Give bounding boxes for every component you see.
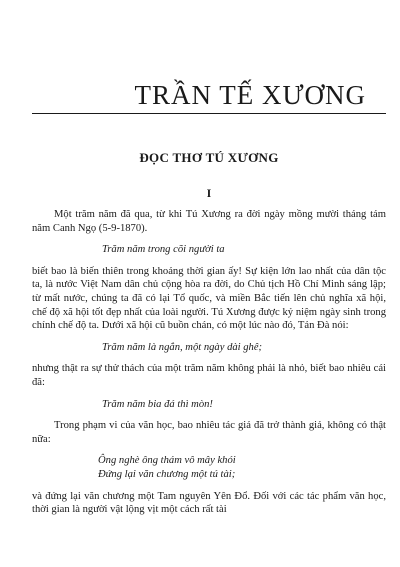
- verse-2: [32, 341, 386, 355]
- paragraph-2: biết bao là biến thiên trong khoảng thời gian ấy! Sự kiện lớn lao nhất của dân tộc ta, là nước Việt Nam dân chủ cộng hòa ra đời, do Chủ tịch Hồ Chí Minh sáng lập; từ mất nước, chúng ta đã có lại Tổ quốc, và miền Bắc tiến lên chủ nghĩa xã hội, chế độ xã hội tốt đẹp nhất của loài người. Tú Xương được kỷ niệm ngày sinh trong chính chế độ ta. Dưới xã hội cũ buồn chán, có một lúc nào đó, Tản Đà nói:: [32, 265, 386, 332]
- verse-3: [32, 398, 386, 412]
- verse-4-line-1: Ông nghè ông thám vô mây khói: [98, 455, 236, 467]
- paragraph-5: và đứng lại văn chương một Tam nguyên Yên Đổ. Đối với các tác phẩm văn học, thời gian là người vật lộng vịt một cách rất tài: [32, 490, 386, 516]
- verse-3-line: Trăm năm bia đá thì mòn!: [102, 398, 213, 410]
- verse-4: [32, 454, 386, 481]
- body-text: [32, 208, 386, 525]
- section-title: ĐỌC THƠ TÚ XƯƠNG: [139, 150, 279, 165]
- title-rule: [32, 113, 386, 114]
- paragraph-3: nhưng thật ra sự thử thách của một trăm năm không phải là nhỏ, biết bao nhiêu cái đã:: [32, 363, 386, 388]
- paragraph-1: Một trăm năm đã qua, từ khi Tú Xương ra đời ngày mồng mười tháng tám năm Canh Ngọ (5-9-1870).: [32, 209, 386, 234]
- verse-1: [32, 243, 386, 257]
- paragraph-4: Trong phạm vi của văn học, bao nhiêu tác giả đã trở thành giả, không có thật nữa:: [32, 420, 386, 445]
- part-number: I: [206, 186, 212, 200]
- verse-4-line-2: Đứng lại văn chương một tú tài;: [98, 468, 236, 480]
- verse-1-line: Trăm năm trong cõi người ta: [102, 244, 225, 256]
- verse-2-line: Trăm năm là ngắn, một ngày dài ghê;: [102, 341, 263, 353]
- author-title: TRẦN TẾ XƯƠNG: [134, 80, 366, 110]
